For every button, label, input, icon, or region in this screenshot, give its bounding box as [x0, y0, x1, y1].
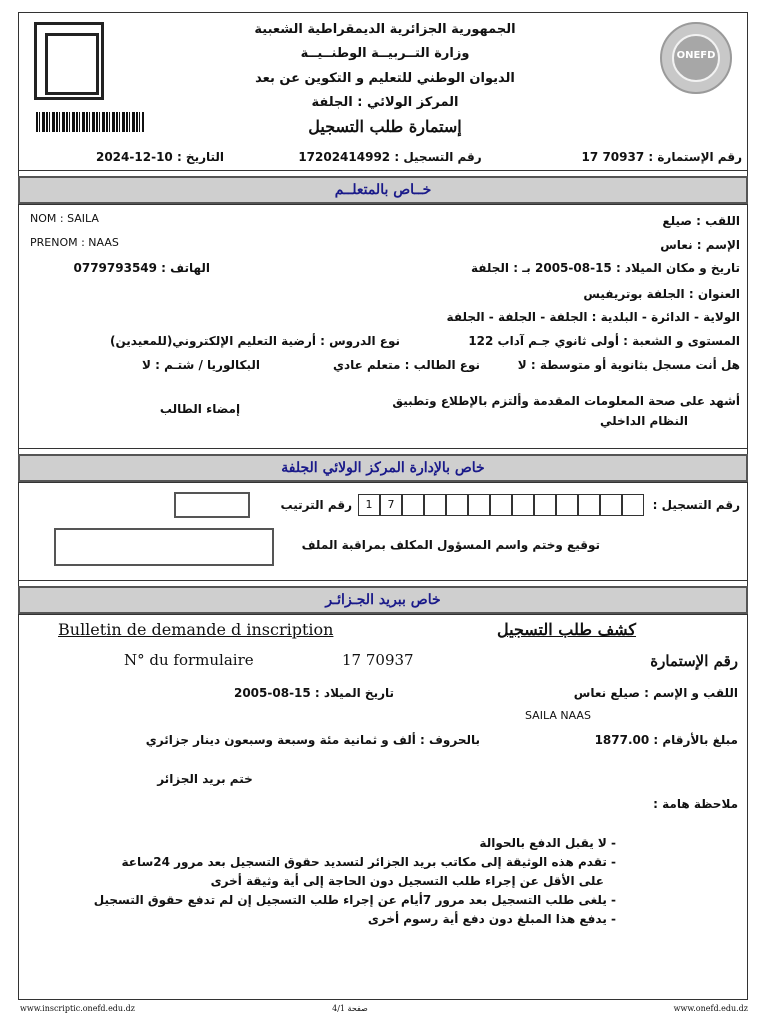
divider — [18, 482, 748, 483]
header-line-4: المركز الولائي : الجلفة — [311, 95, 459, 110]
phone: الهاتف : 0779793549 — [73, 261, 210, 275]
note-1: - لا يقبل الدفع بالحوالة — [479, 836, 616, 850]
header-line-3: الديوان الوطني للتعليم و التكوين عن بعد — [255, 71, 515, 86]
registration-digit-boxes — [358, 494, 644, 516]
prenom-fr: PRENOM : NAAS — [30, 236, 119, 249]
footer-page: صفحة 4/1 — [332, 1004, 368, 1013]
post-fullname-ar: اللقب و الإسم : صيلع نعاس — [573, 686, 738, 700]
header-line-2: وزارة التــربيــة الوطنــيــة — [300, 46, 470, 61]
section-admin: خاص بالإدارة المركز الولائي الجلفة — [18, 454, 748, 482]
registration-digit-cell[interactable]: 7 — [380, 494, 402, 516]
bulletin-title-fr: Bulletin de demande d inscription — [58, 620, 334, 639]
barcode — [36, 112, 144, 132]
supervisor-label: توقيع وختم واسم المسؤول المكلف بمراقبة الملف — [301, 538, 600, 552]
form-title: إستمارة طلب التسجيل — [308, 117, 462, 136]
registration-digit-cell[interactable] — [490, 494, 512, 516]
student-signature: إمضاء الطالب — [159, 402, 241, 416]
form-date: التاريخ : 10-12-2024 — [95, 150, 225, 164]
registration-digit-cell[interactable] — [600, 494, 622, 516]
surname-ar: اللقب : صيلع — [662, 214, 740, 228]
admin-reg-label: رقم التسجيل : — [652, 498, 740, 512]
registration-number: رقم التسجيل : 17202414992 — [298, 150, 482, 164]
enrolled: هل أنت مسجل بثانوية أو متوسطة : لا — [517, 358, 740, 372]
divider — [18, 614, 748, 615]
form-number: رقم الإستمارة : 70937 17 — [581, 150, 742, 164]
supervisor-signature-box[interactable] — [54, 528, 274, 566]
registration-digit-cell[interactable] — [534, 494, 556, 516]
footer-left-url[interactable]: www.inscriptic.onefd.edu.dz — [20, 1004, 135, 1013]
photo-box — [34, 22, 104, 100]
address: العنوان : الجلفة بوتريفيس — [583, 287, 740, 301]
post-stamp: ختم بريد الجزائر — [157, 772, 253, 786]
form-number-label-ar: رقم الإستمارة — [650, 652, 738, 670]
divider — [18, 580, 748, 581]
divider — [18, 204, 748, 205]
form-number-label-fr: N° du formulaire — [124, 651, 254, 669]
note-2: - تقدم هذه الوثيقة إلى مكاتب بريد الجزائر لتسديد حقوق التسجيل بعد مرور 24ساعة — [121, 855, 616, 869]
amount-digits: مبلغ بالأرقام : 1877.00 — [594, 733, 738, 747]
divider — [18, 448, 748, 449]
divider — [18, 170, 748, 171]
logo-text: ONEFD — [676, 50, 716, 61]
registration-digit-cell[interactable] — [578, 494, 600, 516]
declaration-line-2: النظام الداخلي — [599, 414, 688, 428]
rank-input[interactable] — [174, 492, 250, 518]
student-type: نوع الطالب : متعلم عادي — [332, 358, 480, 372]
course-type: نوع الدروس : أرضية التعليم الإلكتروني(للمعيدين) — [109, 334, 400, 348]
note-title: ملاحظة هامة : — [653, 797, 738, 811]
registration-digit-cell[interactable] — [622, 494, 644, 516]
registration-digit-cell[interactable] — [402, 494, 424, 516]
post-fullname-fr: SAILA NAAS — [525, 709, 591, 722]
nom-fr: NOM : SAILA — [30, 212, 99, 225]
level: المستوى و الشعبة : أولى ثانوي جـم آداب 122 — [468, 334, 740, 348]
registration-digit-cell[interactable]: 1 — [358, 494, 380, 516]
note-3: على الأقل عن إجراء طلب التسجيل دون الحاجة إلى أية وثيقة أخرى — [210, 874, 604, 888]
section-learner: خــاص بالمتعلــم — [18, 176, 748, 204]
footer-right-url[interactable]: www.onefd.edu.dz — [673, 1004, 748, 1013]
registration-digit-cell[interactable] — [468, 494, 490, 516]
post-birth-date: تاريخ الميلاد : 15-08-2005 — [233, 686, 394, 700]
note-4: - يلغى طلب التسجيل بعد مرور 7أيام عن إجراء طلب التسجيل إن لم تدفع حقوق التسجيل — [93, 893, 616, 907]
header-line-1: الجمهورية الجزائرية الديمقراطية الشعبية — [254, 22, 516, 37]
amount-words: بالحروف : ألف و ثمانية مئة وسبعة وسبعون دينار جزائري — [145, 733, 480, 747]
bulletin-title-ar: كشف طلب التسجيل — [497, 620, 637, 639]
name-ar: الإسم : نعاس — [660, 238, 740, 252]
declaration-line-1: أشهد على صحة المعلومات المقدمة وألتزم بالإطلاع وتطبيق — [392, 394, 740, 408]
form-number-value: 17 70937 — [342, 651, 414, 669]
registration-digit-cell[interactable] — [512, 494, 534, 516]
bac: البكالوريا / شتـم : لا — [142, 358, 260, 372]
registration-digit-cell[interactable] — [446, 494, 468, 516]
note-5: - يدفع هذا المبلغ دون دفع أية رسوم أخرى — [367, 912, 616, 926]
location: الولاية - الدائرة - البلدية : الجلفة - الجلفة - الجلفة — [446, 310, 740, 324]
rank-label: رقم الترتيب — [280, 498, 352, 512]
registration-digit-cell[interactable] — [424, 494, 446, 516]
section-post: خاص ببريد الجـزائـر — [18, 586, 748, 614]
onefd-logo — [660, 22, 732, 94]
registration-digit-cell[interactable] — [556, 494, 578, 516]
birth-info: تاريخ و مكان الميلاد : 15-08-2005 بـ : الجلفة — [470, 261, 740, 275]
